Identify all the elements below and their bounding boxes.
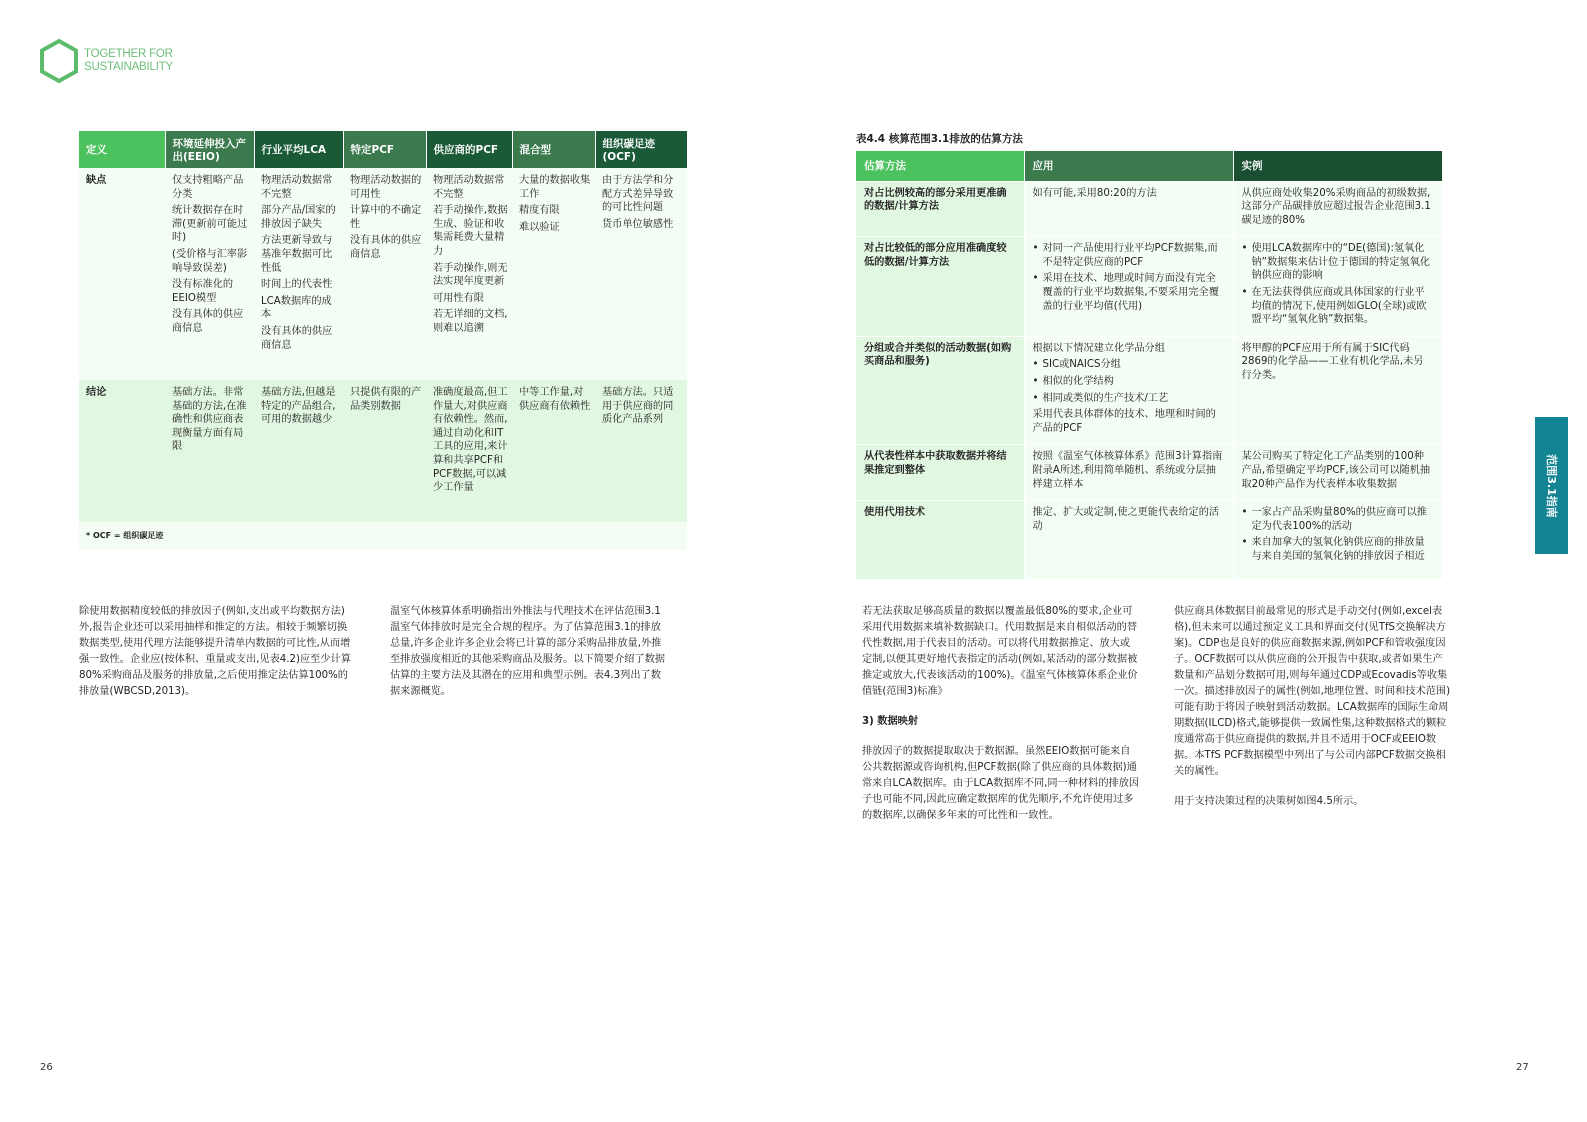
table-footnote-row	[79, 522, 687, 550]
example-cell	[1233, 181, 1442, 237]
cell-text: 货币单位敏感性	[602, 218, 674, 230]
cell-text: 没有具体的供应商信息	[172, 309, 244, 334]
header-eeio: 环境延伸投入产出(EEIO)	[165, 131, 254, 168]
body-paragraph: 除使用数据精度较低的排放因子(例如,支出或平均数据方法)外,报告企业还可以采用抽样和推定的方法。相较于频繁切换数据类型,使用代理方法能够提升清单内数据的可比性,从而增强一致性。企业应(按体积、重量或支出,见表4.2)应至少计算80%采购商品及服务的排放量,之后使用推定法估算100%的排放量(WBCSD,2013)。	[79, 606, 351, 697]
section-side-tab	[1535, 417, 1568, 554]
cell-text: 物理活动数据常不完整	[433, 175, 505, 200]
cell-text: 物理活动数据常不完整	[261, 175, 333, 200]
cell-text: 若手动操作,数据生成、验证和收集需耗费大量精力	[433, 205, 508, 257]
cell-text: 部分产品/国家的排放因子缺失	[261, 205, 336, 230]
list-item: • 在无法获得供应商或具体国家的行业平均值的情况下,使用例如GLO(全球)或欧盟平均“氢氧化钠”数据集。	[1242, 286, 1434, 327]
cell-text: 从供应商处收集20%采购商品的初级数据,这部分产品碳排放应超过报告企业范围3.1碳足迹的80%	[1241, 187, 1431, 226]
body-paragraph: 温室气体核算体系明确指出外推法与代理技术在评估范围3.1温室气体排放时是完全合规的程序。为了估算范围3.1的排放总量,许多企业许多企业会将已计算的部分采购品排放量,外推至排放强度相近的其他采购商品及服务。以下简要介绍了数据估算的主要方法及其潜在的应用和典型示例。表4.3列出了数据来源概览。	[390, 606, 666, 697]
cell-text: 时间上的代表性	[261, 279, 333, 291]
cell-text: 大量的数据收集工作	[519, 175, 591, 200]
page-number-right: 27	[1516, 1062, 1529, 1073]
application-cell	[1024, 237, 1233, 337]
comparison-table	[79, 131, 688, 550]
application-cell	[1024, 336, 1233, 445]
header-definition: 定义	[79, 131, 165, 168]
list-item: • 对同一产品使用行业平均PCF数据集,而不是特定供应商的PCF	[1033, 242, 1225, 269]
method-label: 对占比较低的部分应用准确度较低的数据/计算方法	[856, 237, 1024, 337]
table-cell	[165, 168, 254, 380]
application-cell	[1024, 445, 1233, 501]
header-specific-pcf: 特定PCF	[343, 131, 426, 168]
cell-text: 将甲醇的PCF应用于所有属于SIC代码2869的化学品——工业有机化学品,未另行分类。	[1241, 342, 1424, 382]
cell-text: 可用性有限	[433, 292, 484, 304]
cell-text: 难以验证	[519, 221, 560, 233]
row-label-disadvantages: 缺点	[79, 168, 165, 380]
logo-line-1: TOGETHER FOR	[84, 48, 173, 60]
cell-text: 如有可能,采用80:20的方法	[1032, 187, 1157, 199]
cell-text: 物理活动数据的可用性	[350, 175, 422, 200]
list-item: • 来自加拿大的氢氧化钠供应商的排放量与来自美国的氢氧化钠的排放因子相近	[1242, 536, 1434, 563]
table-cell: 基础方法,但越是特定的产品组合,可用的数据越少	[254, 380, 343, 522]
example-cell	[1233, 336, 1442, 445]
header-method: 估算方法	[856, 151, 1024, 181]
application-cell	[1024, 181, 1233, 237]
table-cell: 只提供有限的产品类别数据	[343, 380, 426, 522]
table-row-conclusion	[79, 380, 687, 522]
example-cell	[1233, 237, 1442, 337]
table-cell: 准确度最高,但工作量大,对供应商有依赖性。然而,通过自动化和IT工具的应用,来计算和共享PCF和PCF数据,可以减少工作量	[426, 380, 512, 522]
cell-text: 统计数据存在时滞(更新前可能过时)	[172, 205, 248, 244]
logo-line-2: SUSTAINABILITY	[84, 61, 174, 73]
table-footnote: * OCF = 组织碳足迹	[79, 522, 687, 550]
cell-text: 没有具体的供应商信息	[350, 235, 422, 260]
paragraph-column-1	[79, 604, 357, 714]
side-tab-label: 范围3.1指南	[1544, 453, 1558, 518]
cell-text: 仅支持粗略产品分类	[172, 175, 244, 200]
list-item: • 相同或类似的生产技术/工艺	[1033, 392, 1225, 406]
table-cell	[426, 168, 512, 380]
header-example: 实例	[1233, 151, 1442, 181]
table-title: 表4.4 核算范围3.1排放的估算方法	[856, 133, 1023, 145]
estimation-methods-table	[856, 151, 1443, 579]
table-row	[856, 501, 1442, 579]
logo-text	[84, 48, 173, 74]
method-label: 对占比例较高的部分采用更准确的数据/计算方法	[856, 181, 1024, 237]
cell-text: 根据以下情况建立化学品分组	[1032, 342, 1165, 354]
table-row	[856, 336, 1442, 445]
header-industry-lca: 行业平均LCA	[254, 131, 343, 168]
table-cell: 基础方法。非常基础的方法,在准确性和供应商表现衡量方面有局限	[165, 380, 254, 522]
cell-text: 精度有限	[519, 205, 560, 217]
comparison-table-header	[79, 131, 687, 168]
cell-text: (受价格与汇率影响导致误差)	[172, 248, 248, 274]
table-row	[856, 181, 1442, 237]
method-label: 使用代用技术	[856, 501, 1024, 579]
cell-text: 没有标准化的EEIO模型	[172, 279, 234, 304]
cell-text: 计算中的不确定性	[350, 205, 422, 230]
row-label-conclusion: 结论	[79, 380, 165, 522]
cell-text: 采用代表具体群体的技术、地理和时间的产品的PCF	[1032, 409, 1216, 434]
body-paragraph: 用于支持决策过程的决策树如图4.5所示。	[1174, 796, 1364, 807]
cell-text: 若手动操作,则无法实现年度更新	[433, 262, 508, 288]
cell-text: 某公司购买了特定化工产品类别的100种产品,希望确定平均PCF,该公司可以随机抽取20种产品作为代表样本收集数据	[1241, 451, 1431, 490]
example-cell	[1233, 501, 1442, 579]
table-cell: 中等工作量,对供应商有依赖性	[512, 380, 595, 522]
section-heading: 3) 数据映射	[862, 716, 919, 727]
method-label: 从代表性样本中获取数据并将结果推定到整体	[856, 445, 1024, 501]
logo	[38, 38, 178, 84]
table-cell	[512, 168, 595, 380]
example-cell	[1233, 445, 1442, 501]
list-item: • 采用在技术、地理或时间方面没有完全覆盖的行业平均数据集,不要采用完全覆盖的行业平均值(代用)	[1033, 272, 1225, 313]
list-item: • SIC或NAICS分组	[1033, 358, 1225, 372]
list-item: • 使用LCA数据库中的“DE(德国):氢氧化钠”数据集来估计位于德国的特定氢氧化钠供应商的影响	[1242, 242, 1434, 283]
paragraph-column-4	[1174, 604, 1452, 824]
page-number-left: 26	[40, 1062, 53, 1073]
table-row-disadvantages	[79, 168, 687, 380]
table-row	[856, 237, 1442, 337]
paragraph-column-3	[862, 604, 1140, 838]
table-cell	[254, 168, 343, 380]
method-label: 分组或合并类似的活动数据(如购买商品和服务)	[856, 336, 1024, 445]
cell-text: 没有具体的供应商信息	[261, 325, 333, 351]
header-hybrid: 混合型	[512, 131, 595, 168]
table-row	[856, 445, 1442, 501]
cell-text: 若无详细的文档,则难以追溯	[433, 309, 508, 334]
body-paragraph: 若无法获取足够高质量的数据以覆盖最低80%的要求,企业可采用代用数据来填补数据缺口。代用数据是来自相似活动的替代性数据,用于代表目的活动。可以将代用数据推定、放大或定制,以便其更好地代表指定的活动(例如,某活动的部分数据被推定或放大,代表该活动的100%)。《温室气体核算体系企业价值链(范围3)标准》	[862, 606, 1138, 697]
estimation-table-header	[856, 151, 1442, 181]
header-supplier-pcf: 供应商的PCF	[426, 131, 512, 168]
table-cell	[595, 168, 687, 380]
header-application: 应用	[1024, 151, 1233, 181]
cell-text: 由于方法学和分配方式差异导致的可比性问题	[602, 175, 674, 214]
cell-text: 方法更新导致与基准年数据可比性低	[261, 235, 333, 274]
list-item: • 相似的化学结构	[1033, 375, 1225, 389]
cell-text: 推定、扩大或定制,使之更能代表给定的活动	[1032, 507, 1220, 532]
header-ocf: 组织碳足迹(OCF)	[595, 131, 687, 168]
list-item: • 一家占产品采购量80%的供应商可以推定为代表100%的活动	[1242, 506, 1434, 533]
cell-text: LCA数据库的成本	[261, 295, 332, 321]
hexagon-logo-icon	[38, 38, 80, 84]
application-cell	[1024, 501, 1233, 579]
cell-text: 按照《温室气体核算体系》范围3计算指南附录A所述,利用简单随机、系统或分层抽样建立样本	[1032, 451, 1223, 490]
body-paragraph: 排放因子的数据提取取决于数据源。虽然EEIO数据可能来自公共数据源或咨询机构,但PCF数据(除了供应商的具体数据)通常来自LCA数据库。由于LCA数据库不同,同一种材料的排放因子也可能不同,因此应确定数据库的优先顺序,不允许使用过多的数据库,以确保多年来的可比性和一致性。	[862, 746, 1140, 821]
body-paragraph: 供应商具体数据目前最常见的形式是手动交付(例如,excel表格),但未来可以通过预定义工具和界面交付(见TfS交换解决方案)。CDP也是良好的供应商数据来源,例如PCF和管收强度因子。OCF数据可以从供应商的公开报告中获取,或者如果生产数量和产品划分数据可用,则每年通过CDP或Ecovadis等收集一次。描述排放因子的属性(例如,地理位置、时间和技术范围)可能有助于将因子映射到活动数据。LCA数据库的国际生命周期数据(ILCD)格式,能够提供一致属性集,这种数据格式的颗粒度通常高于供应商提供的数据,并且不适用于OCF或EEIO数据。本TfS PCF数据模型中列出了与公司内部PCF数据交换相关的属性。	[1174, 606, 1451, 777]
paragraph-column-2	[390, 604, 668, 714]
table-cell: 基础方法。只适用于供应商的同质化产品系列	[595, 380, 687, 522]
table-cell	[343, 168, 426, 380]
